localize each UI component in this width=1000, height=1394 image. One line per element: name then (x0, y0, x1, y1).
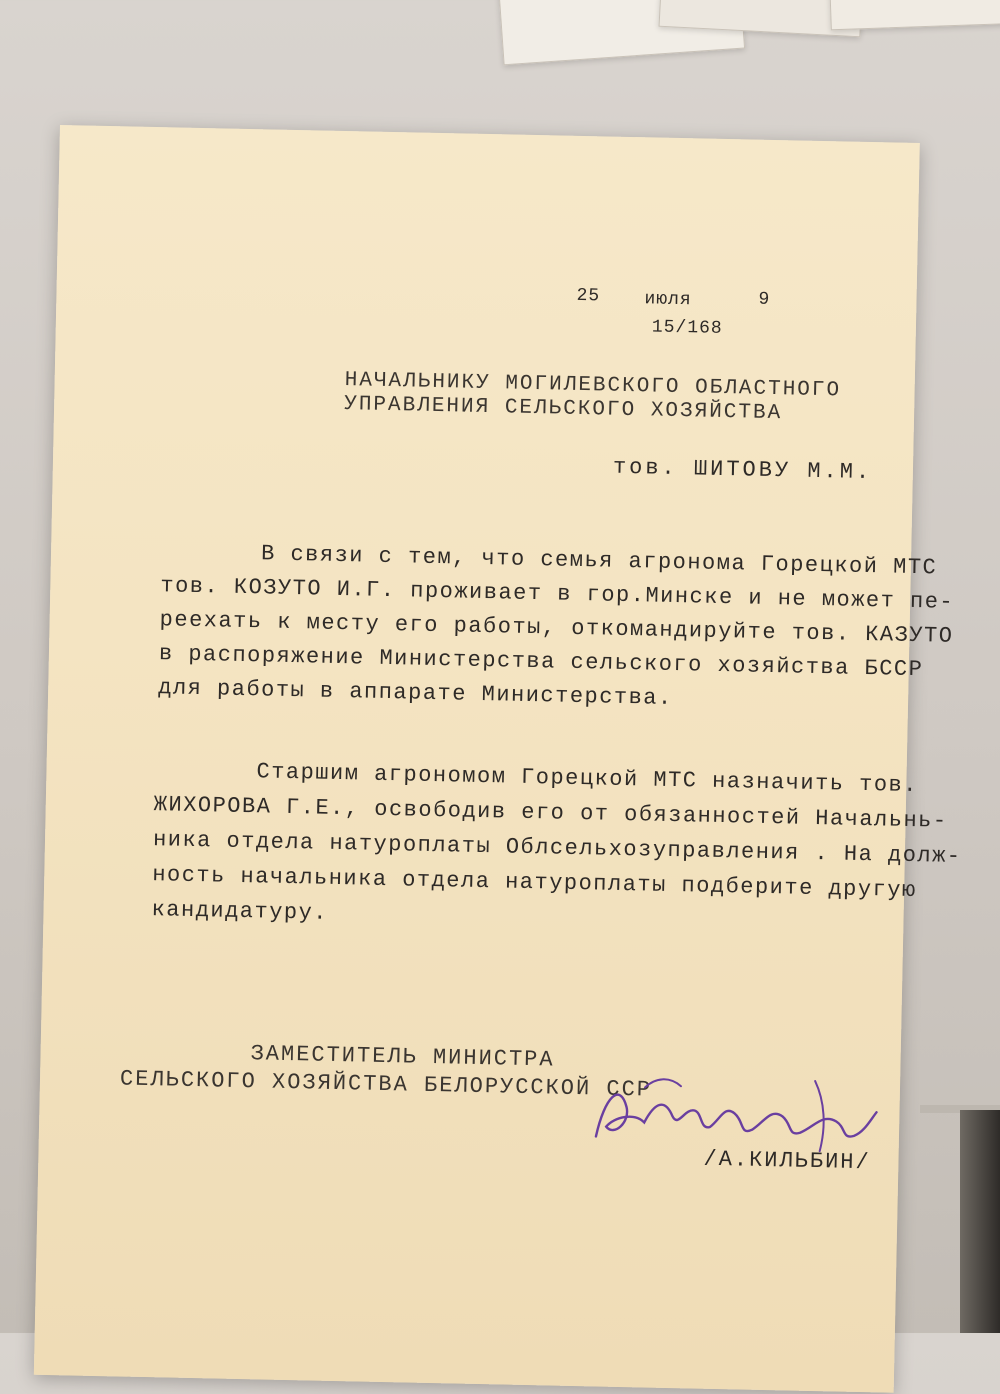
table-corner (960, 1110, 1000, 1333)
body-line: в распоряжение Министерства сельского хозяйства БССР (158, 641, 924, 683)
body-line: ность начальника отдела натуроплаты подберите другую (152, 862, 917, 904)
body-line: ЖИХОРОВА Г.Е., освободив его от обязанностей Начальнь- (153, 792, 948, 834)
signatory-title: СЕЛЬСКОГО ХОЗЯЙСТВА БЕЛОРУССКОЙ ССР (119, 1066, 653, 1103)
date-year: 9 (758, 289, 771, 310)
background-paper-sheet (829, 0, 1000, 30)
body-line: тов. КОЗУТО И.Г. проживает в гор.Минске и не может пе- (160, 573, 955, 615)
body-line: реехать к месту его работы, откомандируйте тов. КАЗУТО (159, 607, 954, 649)
body-line: кандидатуру. (151, 897, 329, 926)
body-line: ника отдела натуроплаты Облсельхозуправления . На долж- (152, 827, 962, 870)
date-day: 25 (576, 285, 601, 307)
addressee-line: УПРАВЛЕНИЯ СЕЛЬСКОГО ХОЗЯЙСТВА (343, 393, 783, 426)
date-month: июля (644, 289, 692, 311)
addressee-line: НАЧАЛЬНИКУ МОГИЛЕВСКОГО ОБЛАСТНОГО (344, 369, 842, 403)
recipient-name: тов. ШИТОВУ М.М. (612, 454, 873, 486)
signatory-title: ЗАМЕСТИТЕЛЬ МИНИСТРА (250, 1041, 555, 1073)
body-line: для работы в аппарате Министерства. (157, 675, 673, 711)
body-line: Старшим агрономом Горецкой МТС назначить тов. (256, 759, 919, 799)
typewritten-letter (34, 125, 962, 1393)
body-line: В связи с тем, что семья агронома Горецкой МТС (260, 541, 938, 581)
document-number: 15/168 (651, 317, 723, 339)
signatory-name: /А.КИЛЬБИН/ (703, 1146, 871, 1176)
